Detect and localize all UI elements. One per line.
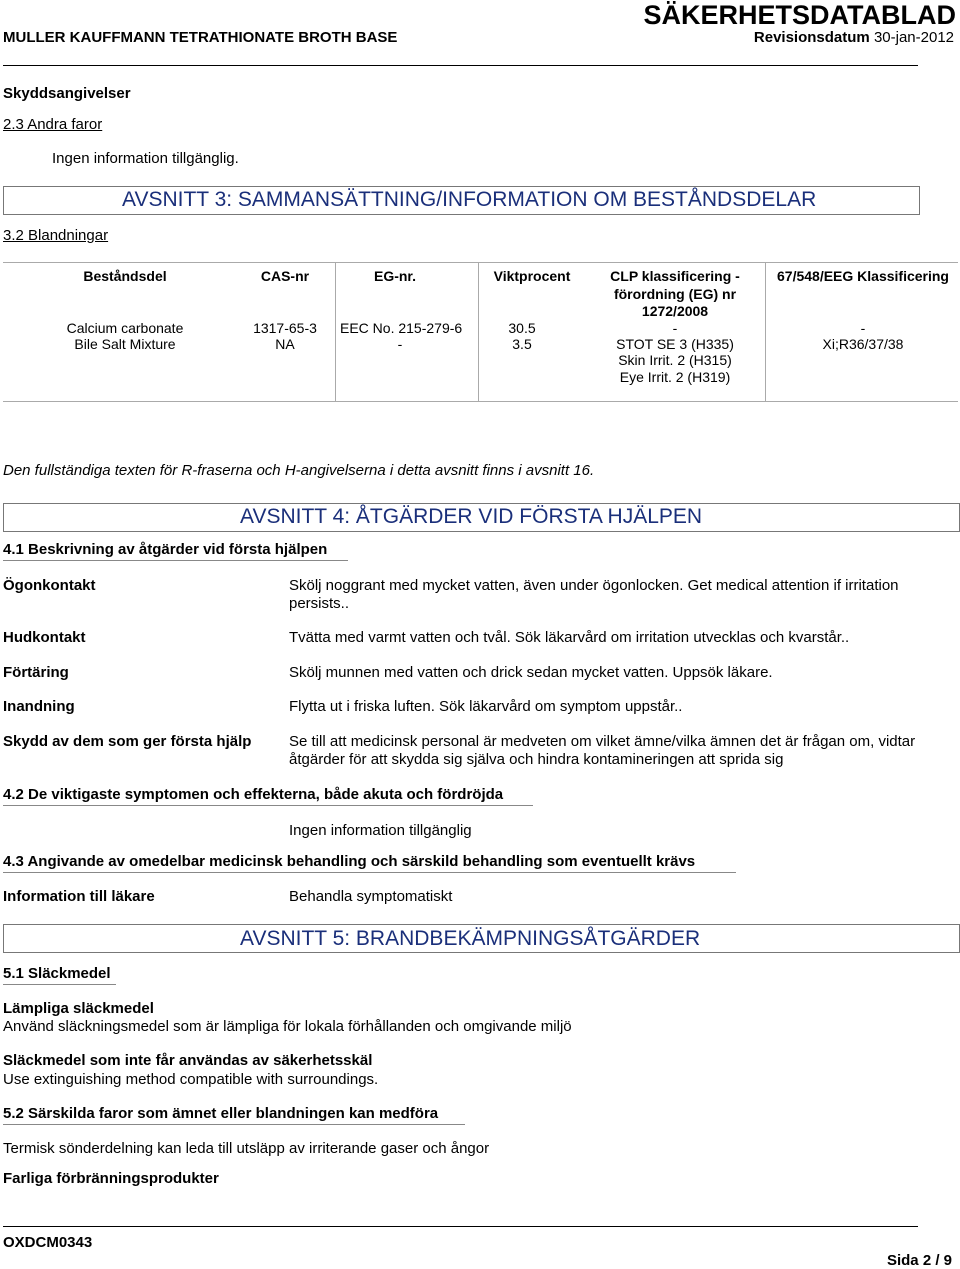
page-number (887, 1252, 952, 1269)
cell-cas: 1317-65-3 (253, 320, 317, 336)
lampliga-label: Lämpliga släckmedel (3, 1000, 154, 1017)
info-lakare-label: Information till läkare (3, 888, 155, 905)
skyddsangivelser-heading: Skyddsangivelser (3, 85, 131, 102)
sub-4-1-heading: 4.1 Beskrivning av åtgärder vid första hjälpen (3, 541, 328, 558)
col-header-clp-line2: förordning (EG) nr (613, 286, 737, 302)
ogonkontakt-text: Skölj noggrant med mycket vatten, även under ögonlocken. Get medical attention if irritation persists.. (289, 577, 899, 612)
inte-anvandas-label: Släckmedel som inte får användas av säkerhetsskäl (3, 1052, 373, 1069)
revision-label: Revisionsdatum (753, 29, 870, 46)
cell-clp: Skin Irrit. 2 (H315) (618, 352, 732, 368)
section-5-title: AVSNITT 5: BRANDBEKÄMPNINGSÅTGÄRDER (240, 927, 701, 950)
footer-rule (3, 1226, 918, 1227)
table-rule-bottom (3, 401, 958, 402)
revision-date: 30-jan-2012 (873, 29, 954, 46)
page-label: Sida (886, 1252, 919, 1269)
andra-faror-heading: 2.3 Andra faror (3, 116, 103, 133)
sub-4-3-heading: 4.3 Angivande av omedelbar medicinsk behandling och särskild behandling som eventuellt krävs (3, 853, 696, 870)
inandning-label: Inandning (3, 698, 75, 715)
col-header-eg: EG-nr. (373, 268, 416, 284)
col-header-cas: CAS-nr (260, 268, 310, 284)
inandning-text: Flytta ut i friska luften. Sök läkarvård om symptom uppstår.. (289, 698, 683, 715)
skydd-label: Skydd av dem som ger första hjälp (3, 733, 252, 750)
sub-5-1-heading: 5.1 Släckmedel (3, 965, 111, 982)
hudkontakt-label: Hudkontakt (3, 629, 86, 646)
page-value: 2 / 9 (922, 1252, 952, 1269)
cell-substance: Calcium carbonate (66, 320, 184, 336)
cell-eg: EEC No. 215-279-6 (340, 320, 463, 336)
section-3-title: AVSNITT 3: SAMMANSÄTTNING/INFORMATION OM BESTÅNDSDELAR (122, 188, 817, 211)
cell-eec: Xi;R36/37/38 (822, 336, 904, 352)
sub-4-2-heading: 4.2 De viktigaste symptomen och effekterna, både akuta och fördröjda (3, 786, 504, 803)
cell-eg: - (397, 336, 403, 352)
col-header-clp-line1: CLP klassificering - (610, 268, 740, 284)
farliga-heading: Farliga förbränningsprodukter (3, 1170, 219, 1187)
document-code: OXDCM0343 (3, 1234, 93, 1251)
col-header-eec: 67/548/EEG Klassificering (777, 268, 949, 284)
cell-clp: Eye Irrit. 2 (H319) (619, 369, 731, 385)
lampliga-text: Använd släckningsmedel som är lämpliga för lokala förhållanden och omgivande miljö (3, 1018, 572, 1035)
sub-5-2-heading: 5.2 Särskilda faror som ämnet eller blandningen kan medföra (3, 1105, 439, 1122)
blandningar-heading: 3.2 Blandningar (3, 227, 109, 244)
sub-4-1-underline (3, 560, 348, 561)
andra-faror-text: Ingen information tillgänglig. (52, 150, 239, 167)
fortaring-label: Förtäring (3, 664, 69, 681)
cell-weight: 30.5 (508, 320, 536, 336)
cell-clp: STOT SE 3 (H335) (616, 336, 734, 352)
header-rule (3, 65, 918, 66)
r-phrases-note: Den fullständiga texten för R-fraserna och H-angivelserna i detta avsnitt finns i avsnitt 16. (3, 462, 595, 479)
table-rule-top (3, 262, 958, 263)
sub-5-1-underline (3, 984, 116, 985)
cell-cas: NA (275, 336, 295, 352)
skydd-text: Se till att medicinsk personal är medveten om vilket ämne/vilka ämnen det är frågan om, vidtar åtgärder för att skydda sig själva och hindra kontamineringen att sprida sig (289, 733, 916, 768)
sub-4-3-underline (3, 872, 736, 873)
cell-weight: 3.5 (512, 336, 532, 352)
section-4-title: AVSNITT 4: ÅTGÄRDER VID FÖRSTA HJÄLPEN (240, 505, 703, 528)
col-header-weight: Viktprocent (493, 268, 571, 284)
sub-4-2-underline (3, 805, 533, 806)
col-header-substance: Beståndsdel (83, 268, 167, 284)
col-header-clp-line3: 1272/2008 (641, 303, 709, 319)
info-lakare-text: Behandla symptomatiskt (289, 888, 453, 905)
table-divider (765, 262, 766, 402)
sub-4-2-text: Ingen information tillgänglig (289, 822, 472, 839)
document-title: SÄKERHETSDATABLAD (643, 0, 956, 30)
ogonkontakt-label: Ögonkontakt (3, 577, 96, 594)
cell-clp: - (672, 320, 678, 336)
revision-info (754, 29, 954, 46)
cell-eec: - (860, 320, 866, 336)
sub-5-2-underline (3, 1124, 465, 1125)
fortaring-text: Skölj munnen med vatten och drick sedan mycket vatten. Uppsök läkare. (289, 664, 773, 681)
hudkontakt-text: Tvätta med varmt vatten och tvål. Sök läkarvård om irritation utvecklas och kvarstår.. (289, 629, 850, 646)
cell-substance: Bile Salt Mixture (74, 336, 176, 352)
inte-anvandas-text: Use extinguishing method compatible with surroundings. (3, 1071, 379, 1088)
sub-5-2-text: Termisk sönderdelning kan leda till utsläpp av irriterande gaser och ångor (3, 1140, 490, 1157)
product-name: MULLER KAUFFMANN TETRATHIONATE BROTH BASE (3, 29, 398, 46)
